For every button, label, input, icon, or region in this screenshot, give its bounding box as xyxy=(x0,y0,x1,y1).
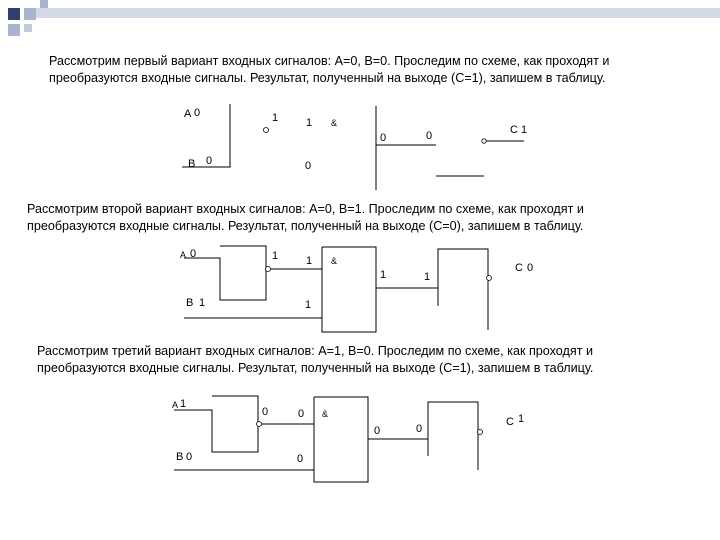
input-b-label: B xyxy=(186,297,194,309)
paragraph-line: Рассмотрим третий вариант входных сигналов: А=1, В=0. Проследим по схеме, как проходят и xyxy=(37,344,593,358)
and-gate-input-bottom-value: 0 xyxy=(297,453,304,465)
not-gate-2-inversion-circle xyxy=(478,430,483,435)
output-c-label: C xyxy=(506,416,514,428)
input-a-value: 1 xyxy=(180,398,187,410)
and-gate-input-bottom-value: 1 xyxy=(305,299,312,311)
and-gate-output-value: 0 xyxy=(380,132,387,144)
input-a-label: A xyxy=(172,400,179,410)
and-gate-output-value: 0 xyxy=(374,425,381,437)
and-gate-symbol: & xyxy=(331,256,338,266)
input-b-value: 1 xyxy=(199,297,206,309)
and-gate-symbol: & xyxy=(322,409,329,419)
input-b-value: 0 xyxy=(186,451,193,463)
input-a-label: A xyxy=(184,108,192,120)
not-gate-1-output-value: 0 xyxy=(262,406,269,418)
paragraph-line: преобразуются входные сигналы. Результат, полученный на выходе (С=1), запишем в таблицу. xyxy=(37,361,594,375)
input-b-value: 0 xyxy=(206,155,213,167)
not-gate-1-inversion-circle xyxy=(257,422,262,427)
output-c-value: 1 xyxy=(521,124,528,136)
paragraph-line: Рассмотрим второй вариант входных сигналов: А=0, В=1. Проследим по схеме, как проходят и xyxy=(27,202,584,216)
not-gate-2-input-value: 0 xyxy=(426,130,433,142)
and-gate-input-bottom-value: 0 xyxy=(305,160,312,172)
output-c-label: C xyxy=(515,262,523,274)
input-a-value: 0 xyxy=(190,248,197,260)
not-gate-2-body xyxy=(428,402,478,470)
output-c-value: 0 xyxy=(527,262,534,274)
and-gate-input-top-value: 1 xyxy=(306,117,313,129)
not-gate-2-input-value: 1 xyxy=(424,271,431,283)
paragraph-line: преобразуются входные сигналы. Результат, полученный на выходе (С=0), запишем в таблицу. xyxy=(27,219,584,233)
input-b-label: B xyxy=(176,451,184,463)
paragraph-line: преобразуются входные сигналы. Результат, полученный на выходе (С=1), запишем в таблицу. xyxy=(49,71,606,85)
not-gate-2-input-value: 0 xyxy=(416,423,423,435)
not-gate-1-output-value: 1 xyxy=(272,250,279,262)
paragraph-line: Рассмотрим первый вариант входных сигналов: А=0, В=0. Проследим по схеме, как проходят и xyxy=(49,54,610,68)
and-gate-input-top-value: 0 xyxy=(298,408,305,420)
not-gate-1-body xyxy=(174,396,258,452)
and-gate-input-top-value: 1 xyxy=(306,255,313,267)
input-b-label: B xyxy=(188,158,196,170)
output-c-value: 1 xyxy=(518,413,525,425)
and-gate-symbol: & xyxy=(331,118,338,128)
not-gate-1-output-value: 1 xyxy=(272,112,279,124)
input-a-label: A xyxy=(180,250,187,260)
and-gate-output-value: 1 xyxy=(380,269,387,281)
input-a-value: 0 xyxy=(194,107,201,119)
output-c-label: C xyxy=(510,124,518,136)
